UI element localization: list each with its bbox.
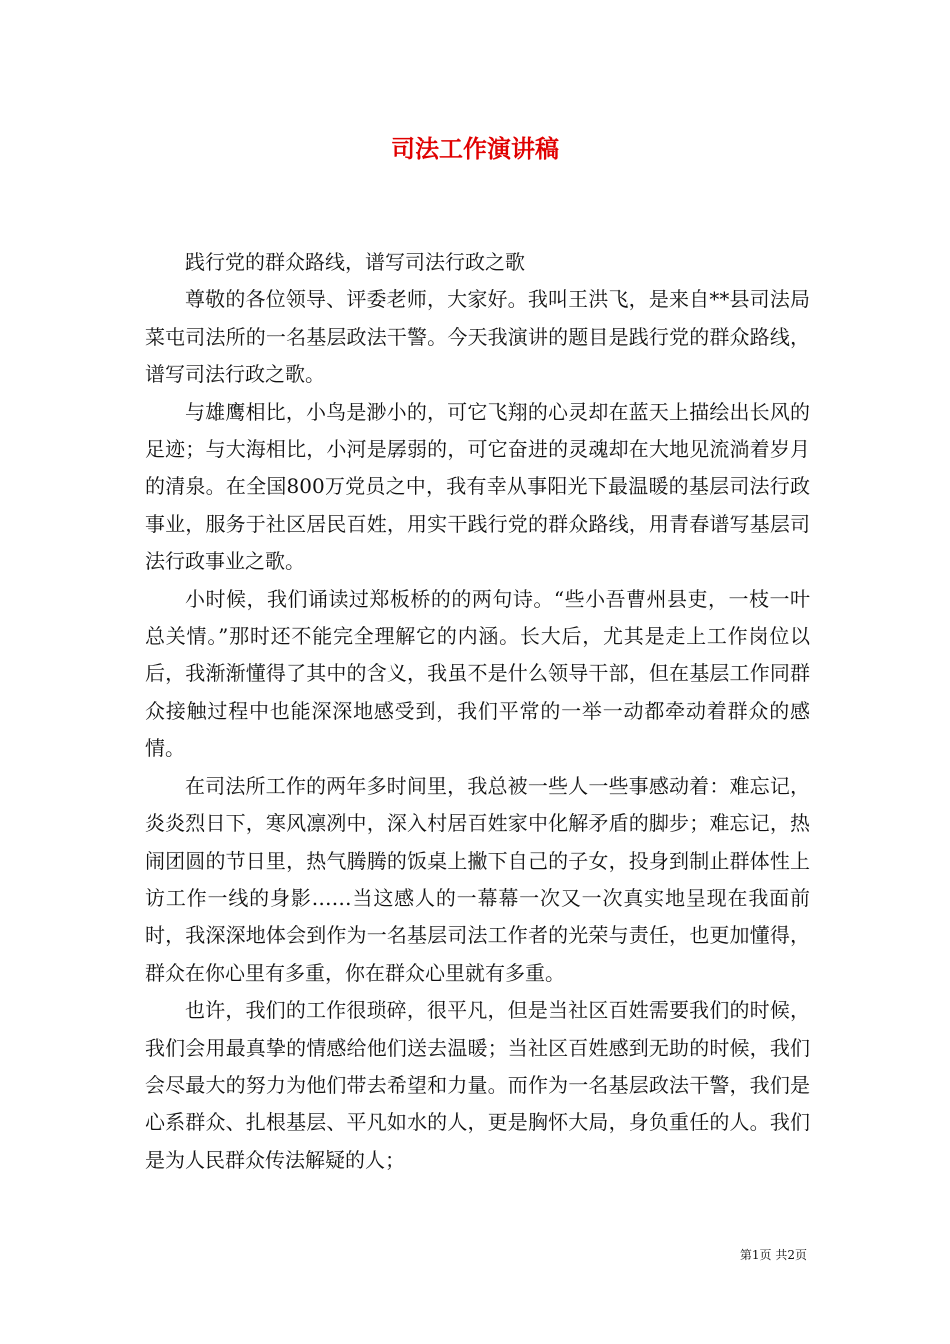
- paragraph-greeting: 尊敬的各位领导、评委老师，大家好。我叫王洪飞，是来自**县司法局菜屯司法所的一名基层政法干警。今天我演讲的题目是践行党的群众路线，谱写司法行政之歌。: [145, 287, 810, 387]
- paragraph-childhood-poem: 小时候，我们诵读过郑板桥的的两句诗。“些小吾曹州县吏，一枝一叶总关情。”那时还不能完全理解它的内涵。长大后，尤其是走上工作岗位以后，我渐渐懂得了其中的含义，我虽不是什么领导干部，但在基层工作同群众接触过程中也能深深地感受到，我们平常的一举一动都牵动着群众的感情。: [145, 586, 810, 761]
- paragraph-two-years: 在司法所工作的两年多时间里，我总被一些人一些事感动着：难忘记，炎炎烈日下，寒风凛冽中，深入村居百姓家中化解矛盾的脚步；难忘记，热闹团圆的节日里，热气腾腾的饭桌上撇下自己的子女，投身到制止群体性上访工作一线的身影……当这感人的一幕幕一次又一次真实地呈现在我面前时，我深深地体会到作为一名基层司法工作者的光荣与责任，也更加懂得，群众在你心里有多重，你在群众心里就有多重。: [145, 773, 810, 985]
- paragraph-ordinary-work: 也许，我们的工作很琐碎，很平凡，但是当社区百姓需要我们的时候，我们会用最真挚的情感给他们送去温暖；当社区百姓感到无助的时候，我们会尽最大的努力为他们带去希望和力量。而作为一名基层政法干警，我们是心系群众、扎根基层、平凡如水的人，更是胸怀大局，身负重任的人。我们是为人民群众传法解疑的人；: [145, 998, 810, 1172]
- document-title: 司法工作演讲稿: [391, 134, 559, 163]
- page-number: 第1页 共2页: [739, 1248, 807, 1262]
- paragraph-eagle-bird: 与雄鹰相比，小鸟是渺小的，可它飞翔的心灵却在蓝天上描绘出长风的足迹；与大海相比，小河是孱弱的，可它奋进的灵魂却在大地见流淌着岁月的清泉。在全国800万党员之中，我有幸从事阳光下最温暖的基层司法行政事业，服务于社区居民百姓，用实干践行党的群众路线，用青春谱写基层司法行政事业之歌。: [145, 399, 810, 574]
- paragraph-subtitle: 践行党的群众路线，谱写司法行政之歌: [185, 250, 525, 274]
- document-body: [145, 244, 810, 1179]
